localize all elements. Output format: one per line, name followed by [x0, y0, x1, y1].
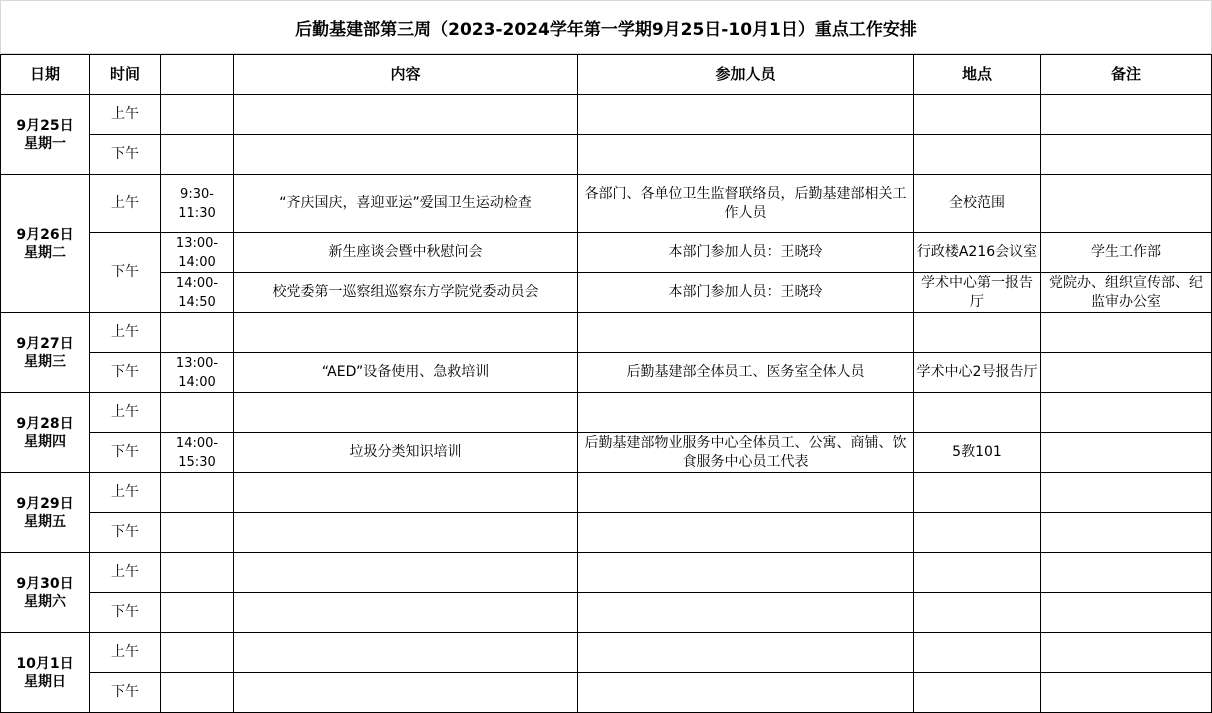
day-date: 9月28日	[16, 415, 74, 432]
location-cell: 全校范围	[914, 175, 1041, 233]
location-cell: 行政楼A216会议室	[914, 233, 1041, 273]
remarks-cell	[1041, 433, 1212, 473]
period-cell: 上午	[90, 473, 161, 513]
day-date: 9月30日	[16, 575, 74, 592]
day-cell	[1, 175, 90, 313]
table-row	[1, 95, 1212, 135]
location-cell	[914, 633, 1041, 673]
day-weekday: 星期三	[24, 353, 66, 370]
header-location: 地点	[914, 55, 1041, 95]
day-weekday: 星期五	[24, 513, 66, 530]
period-cell: 下午	[90, 135, 161, 175]
time-cell	[161, 513, 234, 553]
period-cell: 上午	[90, 313, 161, 353]
table-row	[1, 175, 1212, 233]
content-cell	[234, 95, 578, 135]
day-weekday: 星期二	[24, 244, 66, 261]
participants-cell	[578, 633, 914, 673]
participants-cell	[578, 313, 914, 353]
header-remarks: 备注	[1041, 55, 1212, 95]
location-cell	[914, 473, 1041, 513]
day-date: 9月29日	[16, 495, 74, 512]
period-cell: 下午	[90, 513, 161, 553]
location-cell	[914, 553, 1041, 593]
schedule-table	[0, 54, 1212, 713]
day-cell	[1, 313, 90, 393]
remarks-cell	[1041, 135, 1212, 175]
remarks-cell	[1041, 95, 1212, 135]
header-period: 时间	[90, 55, 161, 95]
location-cell	[914, 95, 1041, 135]
period-cell: 上午	[90, 393, 161, 433]
content-cell: 垃圾分类知识培训	[234, 433, 578, 473]
table-row	[1, 135, 1212, 175]
period-cell: 上午	[90, 633, 161, 673]
header-participants: 参加人员	[578, 55, 914, 95]
content-cell	[234, 673, 578, 713]
header-row	[1, 55, 1212, 95]
participants-cell	[578, 593, 914, 633]
period-cell: 上午	[90, 95, 161, 135]
remarks-cell	[1041, 313, 1212, 353]
time-cell	[161, 135, 234, 175]
remarks-cell	[1041, 513, 1212, 553]
content-cell	[234, 553, 578, 593]
content-cell	[234, 633, 578, 673]
header-date: 日期	[1, 55, 90, 95]
period-cell: 上午	[90, 175, 161, 233]
time-cell	[161, 633, 234, 673]
remarks-cell	[1041, 393, 1212, 433]
time-cell	[161, 95, 234, 135]
location-cell: 学术中心2号报告厅	[914, 353, 1041, 393]
location-cell	[914, 393, 1041, 433]
time-cell	[161, 313, 234, 353]
location-cell	[914, 135, 1041, 175]
remarks-cell	[1041, 633, 1212, 673]
period-cell: 下午	[90, 353, 161, 393]
table-row	[1, 313, 1212, 353]
time-cell	[161, 175, 234, 233]
day-cell	[1, 393, 90, 473]
day-date: 10月1日	[16, 655, 74, 672]
time-cell	[161, 393, 234, 433]
content-cell	[234, 473, 578, 513]
location-cell	[914, 513, 1041, 553]
content-cell	[234, 313, 578, 353]
time-cell	[161, 673, 234, 713]
content-cell	[234, 135, 578, 175]
time-start: 14:00-	[175, 435, 219, 451]
header-content: 内容	[234, 55, 578, 95]
time-end: 14:00	[178, 254, 216, 270]
content-cell: “AED”设备使用、急救培训	[234, 353, 578, 393]
day-date: 9月26日	[16, 226, 74, 243]
participants-cell	[578, 513, 914, 553]
content-cell: 校党委第一巡察组巡察东方学院党委动员会	[234, 273, 578, 313]
day-weekday: 星期一	[24, 135, 66, 152]
participants-cell: 各部门、各单位卫生监督联络员，后勤基建部相关工作人员	[578, 175, 914, 233]
participants-cell	[578, 473, 914, 513]
participants-cell: 本部门参加人员：王晓玲	[578, 273, 914, 313]
content-cell: 新生座谈会暨中秋慰问会	[234, 233, 578, 273]
table-row	[1, 513, 1212, 553]
table-row	[1, 673, 1212, 713]
content-cell: “齐庆国庆，喜迎亚运”爱国卫生运动检查	[234, 175, 578, 233]
participants-cell	[578, 393, 914, 433]
day-cell	[1, 553, 90, 633]
remarks-cell	[1041, 353, 1212, 393]
participants-cell	[578, 673, 914, 713]
day-cell	[1, 633, 90, 713]
time-cell	[161, 233, 234, 273]
time-start: 9:30-	[180, 186, 214, 202]
day-date: 9月27日	[16, 335, 74, 352]
header-clock	[161, 55, 234, 95]
day-weekday: 星期六	[24, 593, 66, 610]
remarks-cell: 党院办、组织宣传部、纪监审办公室	[1041, 273, 1212, 313]
time-start: 13:00-	[175, 235, 219, 251]
remarks-cell	[1041, 553, 1212, 593]
time-cell	[161, 553, 234, 593]
remarks-cell	[1041, 673, 1212, 713]
page-title: 后勤基建部第三周（2023-2024学年第一学期9月25日-10月1日）重点工作安排	[0, 0, 1212, 54]
table-row	[1, 273, 1212, 313]
time-start: 14:00-	[175, 275, 219, 291]
time-cell	[161, 473, 234, 513]
participants-cell	[578, 553, 914, 593]
time-end: 14:00	[178, 374, 216, 390]
participants-cell: 后勤基建部物业服务中心全体员工、公寓、商铺、饮食服务中心员工代表	[578, 433, 914, 473]
time-start: 13:00-	[175, 355, 219, 371]
location-cell	[914, 673, 1041, 713]
time-end: 11:30	[178, 205, 216, 221]
day-date: 9月25日	[16, 117, 74, 134]
time-cell	[161, 593, 234, 633]
location-cell: 学术中心第一报告厅	[914, 273, 1041, 313]
participants-cell: 本部门参加人员：王晓玲	[578, 233, 914, 273]
table-row	[1, 233, 1212, 273]
time-cell	[161, 353, 234, 393]
content-cell	[234, 593, 578, 633]
table-row	[1, 353, 1212, 393]
table-row	[1, 393, 1212, 433]
location-cell	[914, 313, 1041, 353]
participants-cell	[578, 95, 914, 135]
participants-cell: 后勤基建部全体员工、医务室全体人员	[578, 353, 914, 393]
time-cell	[161, 433, 234, 473]
day-weekday: 星期四	[24, 433, 66, 450]
table-row	[1, 553, 1212, 593]
remarks-cell: 学生工作部	[1041, 233, 1212, 273]
table-row	[1, 633, 1212, 673]
table-row	[1, 433, 1212, 473]
time-end: 14:50	[178, 294, 216, 310]
period-cell: 下午	[90, 433, 161, 473]
participants-cell	[578, 135, 914, 175]
period-cell: 下午	[90, 233, 161, 313]
period-cell: 上午	[90, 553, 161, 593]
table-row	[1, 593, 1212, 633]
location-cell	[914, 593, 1041, 633]
remarks-cell	[1041, 473, 1212, 513]
table-row	[1, 473, 1212, 513]
remarks-cell	[1041, 175, 1212, 233]
content-cell	[234, 513, 578, 553]
day-cell	[1, 95, 90, 175]
remarks-cell	[1041, 593, 1212, 633]
period-cell: 下午	[90, 673, 161, 713]
time-end: 15:30	[178, 454, 216, 470]
time-cell	[161, 273, 234, 313]
day-cell	[1, 473, 90, 553]
content-cell	[234, 393, 578, 433]
location-cell: 5教101	[914, 433, 1041, 473]
period-cell: 下午	[90, 593, 161, 633]
day-weekday: 星期日	[24, 673, 66, 690]
